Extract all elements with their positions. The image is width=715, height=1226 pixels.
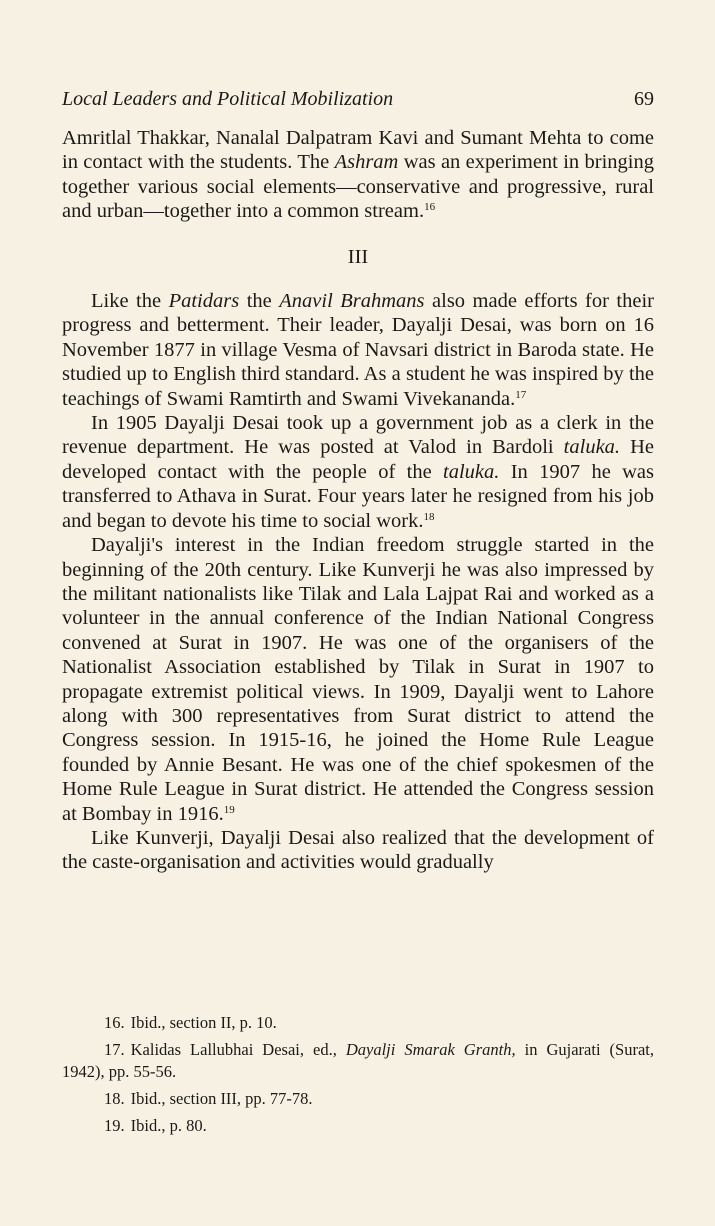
- footnotes: [62, 1012, 654, 1142]
- paragraph-3: [62, 411, 654, 533]
- footnote-17: [62, 1039, 654, 1083]
- footnote-number: 18.: [104, 1089, 125, 1108]
- italic-term: Anavil Brahmans: [279, 290, 425, 313]
- footnote-19: [62, 1115, 654, 1137]
- footnote-text: Ibid., p. 80.: [130, 1116, 207, 1135]
- paragraph-1: [62, 126, 654, 224]
- footnote-text: in Gujarati (Surat, 1942), pp. 55-56.: [62, 1040, 655, 1081]
- footnote-text: Ibid., section II, p. 10.: [130, 1013, 277, 1032]
- body-text: [62, 126, 654, 875]
- chapter-title: Local Leaders and Political Mobilization: [62, 88, 394, 110]
- italic-term: taluka.: [563, 436, 621, 459]
- text-run: Dayalji's interest in the Indian freedom struggle started in the beginning of the 20th century. Like Kunverji he was also impressed by the militant nationalists like Tilak and Lala Lajpat Rai and worked as a volunteer in the annual conference of the Indian National Congress convened at Surat in 1907. He was one of the organisers of the Nationalist Association established by Tilak in Surat in 1907 to propagate extremist political views. In 1909, Dayalji went to Lahore along with 300 representatives from Surat district to attend the Congress session. In 1915-16, he joined the Home Rule League founded by Annie Besant. He was one of the chief spokesmen of the Home Rule League in Surat district. He attended the Congress session at Bombay in 1916.: [62, 534, 654, 825]
- paragraph-2: [62, 289, 654, 411]
- text-run: also made efforts for their progress and betterment. Their leader, Dayalji Desai, was born on 16 November 1877 in village Vesma of Navsari district in Baroda state. He studied up to English third standard. As a student he was inspired by the teachings of Swami Ramtirth and Swami Vivekananda.: [62, 290, 655, 410]
- text-run: Amritlal Thakkar, Nanalal Dalpatram Kavi and Sumant Mehta to come in contact with the students. The: [62, 127, 654, 174]
- footnote-number: 19.: [104, 1116, 125, 1135]
- text-run: the: [239, 290, 280, 313]
- paragraph-5: [62, 826, 654, 875]
- text-run: Like the: [91, 290, 169, 313]
- italic-term: taluka.: [443, 460, 500, 483]
- paragraph-4: [62, 533, 654, 826]
- text-run: In 1907 he was transferred to Athava in Surat. Four years later he resigned from his job and began to devote his time to social work.: [62, 460, 654, 532]
- footnote-18: [62, 1088, 654, 1110]
- section-heading: III: [347, 245, 369, 268]
- footnote-number: 17.: [104, 1040, 125, 1059]
- text-run: He developed contact with the people of the: [62, 436, 655, 483]
- footnote-ref: 17: [515, 388, 527, 401]
- page-number: 69: [634, 88, 654, 110]
- footnote-number: 16.: [104, 1013, 125, 1032]
- footnote-16: [62, 1012, 654, 1034]
- footnote-ref: 19: [223, 803, 235, 816]
- italic-term: Ashram: [334, 151, 399, 174]
- text-run: was an experiment in bringing together various social elements—conservative and progressive, rural and urban—together into a common stream.: [62, 151, 654, 223]
- footnote-text: Ibid., section III, pp. 77-78.: [130, 1089, 313, 1108]
- footnote-ref: 18: [423, 510, 435, 523]
- italic-term: Patidars: [168, 290, 240, 313]
- footnote-ref: 16: [424, 201, 436, 214]
- footnote-italic: Dayalji Smarak Granth,: [345, 1040, 516, 1059]
- text-run: Like Kunverji, Dayalji Desai also realized that the development of the caste-organisation and activities would gradually: [62, 826, 654, 874]
- text-run: In 1905 Dayalji Desai took up a government job as a clerk in the revenue department. He was posted at Valod in Bardoli: [62, 412, 654, 459]
- footnote-text: Kalidas Lallubhai Desai, ed.,: [130, 1040, 346, 1059]
